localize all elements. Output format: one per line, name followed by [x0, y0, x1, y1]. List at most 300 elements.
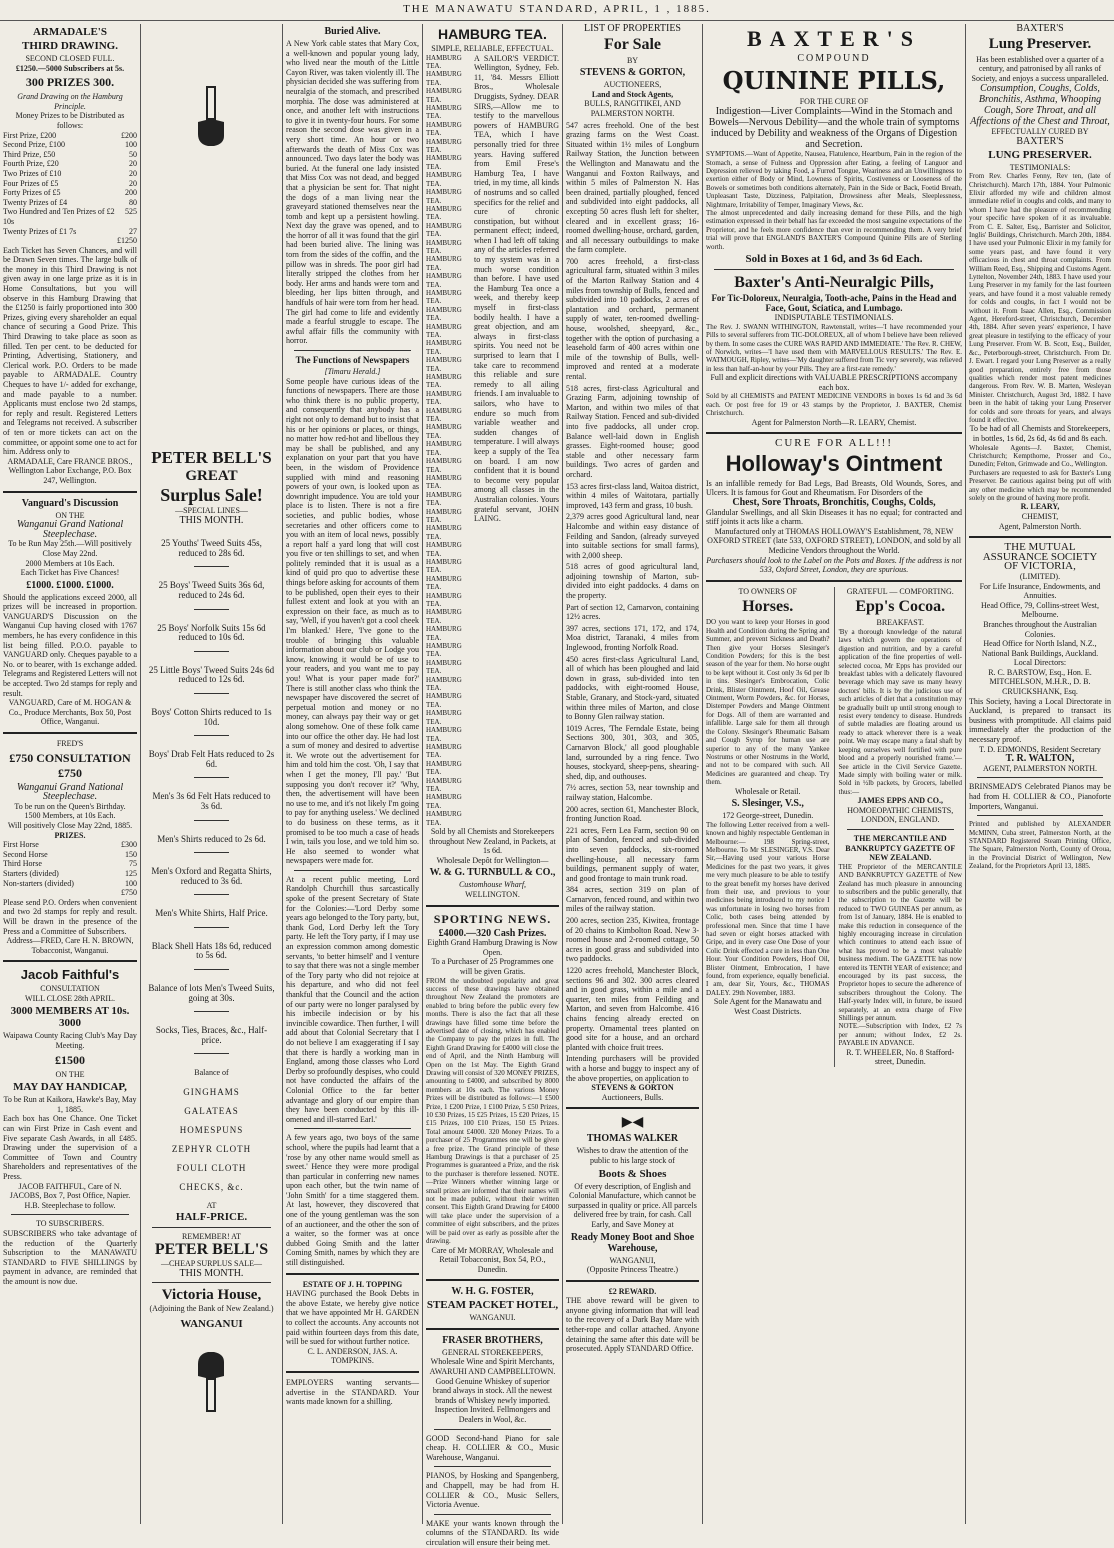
homeopathic: HOMOEOPATHIC CHEMISTS,	[847, 805, 954, 815]
hamburg-word: HAMBURG TEA.	[426, 356, 462, 373]
foster-hotel: STEAM PACKET HOTEL,	[426, 1299, 559, 1312]
column-6	[703, 24, 965, 1524]
row-label: Fourth Prize, £20	[3, 159, 59, 169]
jacob-address: JACOB FAITHFUL, Care of N. JACOBS, Box 7, Post Office, Napier.	[9, 1181, 131, 1201]
buried-body: A New York cable states that Mary Cox, a well-known and popular young lady, who lived near the mouth of the Little Cayon River, was taken violently ill. The physician decided she was suffering from neuralgia of the stomach, and prescribed morphia. The dose was administered at once, and another left with instructions to give it in twenty-four hours. For some reason the second dose was given in a very short time. An hour or two afterwards the death of Miss Cox was announced. Two days later the body was buried. At the funeral one lady insisted that Miss Cox was not dead, and begged that a physician be sent for. That night the dogs of a man living near the graveyard stationed themselves near the tomb and kept up a persistent howling. Next day the grave was opened, and to the horror of all it was found that the girl had been buried alive. The lining was torn from the sides of the coffin, and the pillow was in shreds. The poor girl had literally stripped the clothes from her body. Her arms and hands were torn and bleeding, her lips bitten through, and handfuls of hair were torn from her head. The girl had come to life and evidently made a fearful struggle to escape. The awful affair fills the community with horror.	[286, 39, 419, 346]
victoria-house: Victoria House,	[161, 1287, 262, 1304]
mercantile-title: THE MERCANTILE AND BANKRUPTCY GAZETTE OF NEW ZEALAND.	[845, 833, 956, 863]
hamburg-word: HAMBURG TEA.	[426, 137, 462, 155]
armadale-address: ARMADALE, Care FRANCE BROS., Wellington Labor Exchange, P.O. Box 247, Wellington.	[7, 456, 133, 485]
mutual-body: For Life Insurance, Endowments, and Annuities.	[979, 581, 1101, 601]
boots-shoes: Boots & Shoes	[598, 1167, 667, 1180]
epps-firm: JAMES EPPS AND CO.,	[857, 796, 944, 806]
hamburg-word: HAMBURG TEA.	[426, 322, 462, 339]
hamburg-word: HAMBURG TEA.	[426, 524, 462, 541]
table-row	[3, 879, 137, 889]
hamburg-word: HAMBURG TEA.	[426, 759, 462, 777]
hamburg-word: HAMBURG TEA.	[426, 70, 462, 87]
functions-source: [Timaru Herald.]	[324, 367, 381, 376]
fraser-title: FRASER BROTHERS,	[442, 1334, 543, 1346]
fred-address: Address—FRED, Care H. N. BROWN, Tobacconist, Wanganui.	[6, 936, 134, 955]
breakfast: BREAKFAST.	[876, 618, 924, 628]
hamburg-block	[426, 54, 559, 827]
balance-of: Balance of	[194, 1068, 229, 1078]
vanguard-race: Wanganui Grand National Steeplechase.	[16, 519, 124, 540]
sporting-eighth: Eighth Grand Hamburg Drawing is Now Open.	[427, 938, 558, 957]
sporting-title: SPORTING NEWS.	[433, 911, 552, 926]
hamburg-word: HAMBURG TEA.	[426, 810, 462, 827]
hamburg-word: HAMBURG TEA.	[426, 255, 462, 272]
row-value: £200	[121, 130, 137, 140]
table-row	[3, 179, 137, 189]
table-row	[3, 140, 137, 150]
jacob-body: Each box has One Chance. One Ticket can win First Prize in Cash event and Five separate Cash Awards, in all £485. Drawing under the supervision of a Committee of Town and Country Shareholders and representatives of the Press.	[3, 1114, 137, 1181]
column-3	[283, 24, 422, 1524]
row-value: £300	[121, 840, 137, 850]
vanguard-address: VANGUARD, Care of M. HOGAN & Co., Produce Merchants, Box 50, Post Office, Wanganui.	[8, 698, 132, 727]
pianos-body: PIANOS, by Hosking and Spangenberg, and Chappell, may be had from H. COLLIER & CO., Music Sellers, Victoria Avenue.	[426, 1471, 559, 1510]
list-by: BY	[626, 55, 639, 65]
turnbull: W. & G. TURNBULL & CO.,	[429, 867, 556, 879]
fraser-body: Wholesale Wine and Spirit Merchants, AWARUHI AND CAMPBELLTOWN. Good Genuine Whiskey of superior brand always in stock. All the newest brands of Whiskey newly imported. Inspection Invited. Fellmongers and Dealers in Wool, &c.	[429, 1357, 556, 1425]
sporting-amount: £4000.—320 Cash Prizes.	[438, 927, 547, 939]
hamburg-body: A SAILOR'S VERDICT. Wellington, Sydney, Feb. 11, '84. Messrs Elliott Bros., Wholesale Druggists, Sydney. DEAR SIRS,—Allow me to testify to the marvellous powers of HAMBURG TEA, which I have personally tried for three years. Having suffered from Emil Frese's Hamburg Tea, I have tried, in my time, all kinds of nostrums and so called specifics for the relief and cure of chronic constipation, but without permanent effect; indeed, when I had left off taking any of the articles referred to my system was in a much worse condition than before. I have used the Hamburg Tea once a week, and thereby keep myself in first-class bodily health. I have a great objection, and am always in first-class spirits. You need not be surprised to learn that I take care to recommend this reliable and sure remedy to all ailing friends. I am invaluable to sailors, who have to endure so much from variable weather and sudden changes of temperature. I will always keep a supply of the Tea on board. I am now confident that it is bound to become very popular among all classes in the Australian colonies. Yours grateful servant, JOHN LAING.	[474, 53, 559, 524]
peter-special: —SPECIAL LINES—	[175, 506, 248, 515]
row-label: Starters (divided)	[3, 868, 59, 878]
row-value: 200	[125, 188, 137, 198]
list-item: 700 acres freehold, a first-class agricultural farm, situated within 3 miles of the Marton Railway Station and 4 miles from township of Bulls, fenced and subdivided into 10 paddocks, 2 acres of plantation and orchard, permanent supply of water, ten-roomed dwelling-house, woolshed, sheepyard, &c., together with the option of purchasing a leasehold farm of 400 acres within one mile of the township of Bulls, well-improved and rented at a moderate rental.	[566, 256, 699, 381]
list-title: LIST OF PROPERTIES	[583, 23, 681, 34]
row-label: Third Horse	[3, 859, 42, 869]
auctioneers-bulls: Auctioneers, Bulls.	[601, 1092, 664, 1102]
leary: R. LEARY,	[1020, 502, 1060, 512]
peter-month: THIS MONTH.	[179, 514, 244, 526]
vanguard-on: ON THE	[55, 510, 85, 520]
hamburg-word: HAMBURG TEA.	[426, 53, 462, 70]
holloway-note: Purchasers should look to the Label on the Pots and Boxes. If the address is not 533, Oxford Street, London, they are spurious.	[706, 555, 962, 575]
row-label: Twenty Prizes of £1 7s	[3, 226, 77, 236]
sporting-address: Care of Mr MORRAY, Wholesale and Retail Tobacconist, Box 54, P.O., Dunedin.	[431, 1245, 554, 1274]
list-item: GALATEAS	[184, 1106, 239, 1117]
sporting-body: FROM the undoubted popularity and great success of these drawings have obtained throughout New Zealand the promoters are enabled to bring before the public every few months. There is also the fact that all these drawings have filled some time before the advertised date of closing, which has enabled the Company to pay the prizes in full. The Eighth Grand Drawing for £4000 will close the end of April, and the Ninth Hamburg will Open on the 1st May. The Eighth Grand Drawing will consist of 320 MONEY PRIZES, amounting to £4000, and subscribed by 8000 members at 10s each. The various Money Prizes will be distributed as follows:—1 £500 Prize, 1 £200 Prize, 1 £100 Prize, 5 £50 Prizes, 10 £30 Prizes, 15 £25 Prizes, 15 £20 Prizes, 15 £15 Prizes, 100 £10 Prizes, 150 £5 Prizes. Total amount £4000. 320 Money Prizes. To a purchaser of 25 Programmes one will be given a free prize. The Grand principle of these Hamburg Drawings is that a purchaser of 25 Programmes is guaranteed a Prize, and the risk to the purchaser is therefore lessened. NOTE.—Prize Winners whether winning large or small prizes are informed that their names will not be made public, without their written consent. This Eighth Grand Drawing for £4000 will take place under the supervision of a committee of eight subscribers, and the prizes will be paid over as early as possible after the drawing.	[426, 976, 559, 1246]
slesinger-address: 172 George-street, Dunedin.	[722, 811, 814, 821]
neuralgic-title: Baxter's Anti-Neuralgic Pills,	[734, 274, 934, 292]
hamburg-word: HAMBURG TEA.	[426, 507, 462, 524]
hamburg-word: HAMBURG TEA.	[426, 423, 462, 440]
list-item: Men's 3s 6d Felt Hats reduced to 3s 6d.	[152, 791, 271, 811]
walker-title: THOMAS WALKER	[586, 1133, 679, 1145]
hamburg-sold: Sold by all Chemists and Storekeepers throughout New Zealand, in Packets, at 1s 6d.	[429, 826, 556, 856]
jacob-on: ON THE	[55, 1069, 85, 1079]
piano-body: GOOD Second-hand Piano for sale cheap. H. COLLIER & CO., Music Warehouse, Wanganui.	[426, 1433, 559, 1462]
armadale-prizes: 300 PRIZES 300.	[25, 75, 115, 90]
grateful: GRATEFUL — COMFORTING.	[846, 586, 954, 596]
row-value: 125	[125, 868, 137, 878]
list-item: 1220 acres freehold, Manchester Block, sections 96 and 302. 300 acres cleared and in good grass, within a mile and a quarter, ten miles from Feilding and Marton, and seven from Halcombe. 416 chains fencing already erected on property. Ornamental trees planted on good site for a house, and an orchard planted with choice fruit trees.	[566, 966, 699, 1052]
fred-race: Wanganui Grand National Steeplechase.	[16, 781, 124, 803]
cure-of: FOR THE CURE OF	[799, 96, 869, 106]
fred-prize-total: £750	[121, 888, 137, 898]
holloway-title: Holloway's Ointment	[725, 450, 943, 476]
intending: Intending purchasers will be provided with a horse and buggy to inspect any of the above properties, on application to	[566, 1054, 699, 1083]
quinine-pills: QUININE PILLS,	[722, 65, 946, 95]
sporting-purchaser: To a Purchaser of 25 Programmes one will be given Gratis.	[431, 957, 554, 976]
peter-title: PETER BELL'S	[151, 448, 272, 467]
peter-title-2: PETER BELL'S	[154, 1241, 269, 1259]
fraser-sub: GENERAL STOREKEEPERS,	[442, 1347, 543, 1357]
subscribers-title: TO SUBSCRIBERS.	[36, 1219, 104, 1229]
hamburg-word: HAMBURG TEA.	[426, 104, 462, 121]
row-value: 50	[129, 149, 137, 159]
holloway-made: Manufactured only at THOMAS HOLLOWAY'S Establishment, 78, NEW OXFORD STREET (late 533, OXFORD STREET), LONDON, and sold by all Medicine Vendors throughout the World.	[707, 526, 961, 556]
fred-consultation: £750 CONSULTATION £750	[9, 750, 131, 780]
armadale-title: ARMADALE'S	[33, 26, 107, 38]
fred-prize-table	[3, 840, 137, 888]
list-item: HOMESPUNS	[179, 1125, 244, 1136]
lung-preserver-title: Lung Preserver.	[988, 35, 1092, 52]
brinsmead: BRINSMEAD'S Celebrated Pianos may be had from H. COLLIER & CO., Pianoforte Importers, Wanganui.	[969, 782, 1111, 811]
compound: COMPOUND	[797, 53, 871, 64]
branches: Branches throughout the Australian Colonies.	[983, 619, 1097, 639]
fred-prizes: PRIZES.	[54, 830, 86, 840]
walton: T. R. WALTON,	[1005, 753, 1075, 765]
wholesale-agents: Wholesale Agents—J. Baxter, Chemist, Christchurch; Kempthorne, Prosser and Co., Dunedin; Felton, Grimwade and Co., Wellington.	[969, 443, 1111, 469]
list-item: GINGHAMS	[183, 1087, 240, 1098]
jacob-hb: H.B. Steeplechase to follow.	[24, 1200, 116, 1210]
boot-icon: ▶◀	[621, 1115, 644, 1131]
hamburg-word: HAMBURG TEA.	[426, 642, 462, 659]
holloway-body-2: Glandular Swellings, and all Skin Diseases it has no equal; for contracted and stiff joints it acts like a charm.	[706, 507, 962, 527]
peter-lines	[144, 539, 279, 1054]
randolph-body: At a recent public meeting, Lord Randolph Churchill thus sarcastically spoke of the present Secretary of State for the Colonies:—'Lord Derby some years ago belonged to the Tory party, but, thank God, Lord Derby left the Tory party. He left the Tory party, if I may use an expression common among domestic servants, 'to better himself' and I venture to say that there was not a single member of the Tory party who did not rejoice at his departure, and who did not feel thankful that the Council and the action of our party were no longer paralysed by his imbecile indecision or by his invincible cowardice. Then further, I will add about that Colonial Secretary that I do not believe I am exaggerating if I say that there is hardly a working man in England, among those classes who Lord Derby so profoundly despises, who could not have conducted the affairs of the Colonial Office to the far better advantage and glory of our empire than they have been conducted by this ill-omened and ill-starred Earl.'	[286, 874, 419, 1124]
row-value: 75	[129, 859, 137, 869]
row-value: 27	[129, 226, 137, 236]
mutual-sub: ASSURANCE SOCIETY	[982, 550, 1098, 563]
row-label: Second Prize, £100	[3, 140, 65, 150]
list-item: 547 acres freehold. One of the best grazing farms on the West Coast. Situated within 1½ miles of Longburn Railway Station, the Junction between the Wellington and Manawatu and the Wanganui and Foxton Railways, and within 5 miles of Palmerston N. Has been drained, partially ploughed, fenced and subdivided into eight paddocks, all excepting 50 acres flush left for shelter, cleared and in excellent grass; 16-roomed dwelling-house, orchard, garden, and all necessary outbuildings to make the farm complete.	[566, 120, 699, 255]
fred-title: FRED'S	[56, 739, 84, 748]
neuralgic-for: For Tic-Doloreux, Neuralgia, Tooth-ache, Pains in the Head and Face, Gout, Sciatica, and Lumbago.	[711, 293, 957, 313]
make-body: MAKE your wants known through the columns of the STANDARD. Its wide circulation will ensure their being met.	[426, 1518, 559, 1547]
lung-baxter-title: BAXTER'S	[1016, 23, 1064, 34]
jacob-amount: £1500	[55, 1052, 85, 1067]
customhouse: Customhouse Wharf,	[458, 880, 527, 890]
list-item: 2,379 acres good Agricultural land, near Halcombe and within easy distance of Feilding and Sandon, (already surveyed into suitable sections for small farms), with 2,000 sheep.	[566, 512, 699, 560]
table-row	[3, 207, 137, 226]
consumption: Consumption, Coughs, Colds, Bronchitis, Asthma, Whooping Cough, Sore Throat, and all Affections of the Chest and Throat,	[970, 83, 1110, 128]
mercantile-note: NOTE.—Subscription with Index, £2 7s per annum; without Index, £2 2s. PAYABLE IN ADVANCE.	[838, 1022, 962, 1048]
peter-at: AT	[206, 1201, 217, 1211]
vanguard-chances: Each Ticket has Five Chances!	[20, 568, 120, 578]
hamburg-word: HAMBURG TEA.	[426, 591, 462, 608]
hamburg-word: HAMBURG TEA.	[426, 675, 462, 693]
hamburg-word: HAMBURG TEA.	[426, 188, 462, 205]
table-row	[3, 840, 137, 850]
row-label: Forty Prizes of £5	[3, 188, 61, 198]
jacob-close: WILL CLOSE 28th APRIL.	[25, 993, 115, 1003]
list-item: ZEPHYR CLOTH	[171, 1144, 252, 1155]
armadale-money: Money Prizes to be Distributed as follows:	[15, 111, 125, 130]
list-item: Black Shell Hats 18s 6d, reduced to 5s 6d.	[151, 940, 272, 961]
hamburg-word: HAMBURG TEA.	[426, 709, 462, 726]
list-item: Men's Oxford and Regatta Shirts, reduced to 3s 6d.	[151, 866, 272, 886]
stevens-gorton-2: STEVENS & GORTON	[591, 1083, 674, 1093]
reward-title: £2 REWARD.	[608, 1286, 657, 1296]
lung-baxters: BAXTER'S	[1016, 135, 1064, 147]
estate-sign: C. L. ANDERSON, JAS. A. TOMPKINS.	[307, 1346, 398, 1366]
row-label: Third Prize, £50	[3, 149, 56, 159]
jacob-members: 3000 MEMBERS AT 10s. 3000	[10, 1005, 130, 1030]
walker-intro: Wishes to draw the attention of the public to his large stock of	[576, 1146, 689, 1165]
vanguard-title: Vanguard's Discussion	[21, 497, 119, 509]
table-row	[3, 169, 137, 179]
adjoining-bank: (Adjoining the Bank of New Zealand.)	[149, 1304, 274, 1314]
list-item: Men's White Shirts, Half Price.	[155, 908, 268, 919]
armadale-closed: SECOND CLOSED FULL.	[25, 54, 115, 63]
fred-run: To be run on the Queen's Birthday.	[14, 801, 126, 811]
estate-title: ESTATE OF J. H. TOPPING	[302, 1279, 403, 1289]
foster-title: W. H. G. FOSTER,	[451, 1286, 534, 1298]
list-item: 200 acres, section 61, Manchester Block, fronting Junction Road.	[566, 804, 699, 824]
table-row	[3, 188, 137, 198]
list-item: Socks, Ties, Braces, &c., Half-price.	[155, 1025, 268, 1045]
list-item: 384 acres, section 319 on plan of Carnarvon, fenced round, and within two miles of the railway station.	[566, 885, 699, 914]
reward-body: THE above reward will be given to anyone giving information that will lead to the recovery of a Dark Bay Mare with tether-rope and collar attached. Anyone detaining the same after this date will be prosecuted. Apply STANDARD Office.	[566, 1296, 699, 1354]
row-label: Non-starters (divided)	[3, 878, 74, 888]
row-label: Four Prizes of £5	[3, 178, 59, 188]
vanguard-members: 2000 Members at 10s Each.	[25, 558, 115, 568]
hamburg-word: HAMBURG TEA.	[426, 726, 462, 743]
masthead: THE MANAWATU STANDARD, APRIL, 1 , 1885.	[0, 0, 1114, 21]
society-body: This Society, having a Local Directorate in Auckland, is prepared to transact its business with promptitude. All claims paid immediately after the production of the necessary proof.	[969, 696, 1111, 745]
smith-body: A few years ago, two boys of the same school, where the pupils had learnt that a 'rose by any other name would smell as sweet.' Hence they were more prodigal than particular in conferring new names upon each other, but the twin name of 'John Smith' for a time staggered them. At last, however, they discovered that one of the young gentleman was the son of an auctioneer, and the other the son of a waiter, so the former was at once dubbed Going Smith and the latter Coming Smith, names by which they are still distinguished.	[286, 1133, 419, 1268]
hamburg-word: HAMBURG TEA.	[426, 389, 462, 407]
hamburg-word: HAMBURG TEA.	[426, 490, 462, 508]
list-item: Boys' Drab Felt Hats reduced to 2s 6d.	[148, 749, 275, 769]
mercantile-body: THE Proprietor of the MERCANTILE AND BANKRUPTCY GAZETTE of New Zealand has much pleasure in announcing to subscribers and the public generally, that the subscription to the Gazette will be reduced to TWO GUINEAS per annum, as from 1st of January, 1884. He is enabled to make this reduction in consequence of the highly encouraging increase in circulation which continues to attend each issue of what has proved to be a most valuable business medium. The GAZETTE has now entered its TENTH YEAR of existence; and encouraged by its past success, the Proprietor hopes to secure the adherence of subscribers throughout the Colony. The Half-yearly Index will, in future, be issued separately, at an extra charge of Five Shillings per annum.	[838, 862, 962, 1022]
edmonds: T. D. EDMONDS, Resident Secretary	[979, 744, 1101, 754]
col6-lower	[706, 587, 962, 1067]
local-directors: Local Directors:	[1013, 658, 1067, 668]
slesinger: S. Slesinger, V.S.,	[731, 798, 804, 810]
auctioneers: AUCTIONEERS,	[603, 80, 662, 90]
buried-title: Buried Alive.	[324, 26, 381, 37]
table-row	[3, 150, 137, 160]
list-item: 25 Boys' Tweed Suits 36s 6d, reduced to 24s 6d.	[158, 580, 265, 600]
row-label: Second Horse	[3, 849, 48, 859]
peter-half-price: HALF-PRICE.	[175, 1210, 248, 1223]
peter-month-2: THIS MONTH.	[179, 1267, 244, 1279]
armadale-subscribers: £1250.—5000 Subscribers at 5s.	[15, 63, 125, 73]
land-agents: Land and Stock Agents,	[591, 89, 674, 99]
list-item: Boys' Cotton Shirts reduced to 1s 10d.	[151, 706, 272, 727]
foster-town: WANGANUI.	[469, 1313, 516, 1323]
neuralgic-testimonial-body: The Rev. J. SWANN WITHINGTON, Rawtenstall, writes—'I have recommended your Pills to several sufferers from TIC-DOLOREUX, all of whom I believe have been relieved by them. In some cases the CURE WAS RAPID AND IMMEDIATE.' The Rev. R. CHEW, of Norwich, writes—'I have used them with MARVELLOUS RESULTS.' The Rev. E. WATMOUGH, Ripley, writes—'My daughter suffered from Tic very severely, was relieved in less than half-an-hour by your Pills. They are a first-rate remedy.'	[706, 322, 962, 373]
printed-by: Printed and published by ALEXANDER McMINN, Cuba street, Palmerston North, at the STANDARD Registered Steam Printing Office, The Square, Palmerston North, County of Oroua, in the Provincial District of Wellington, New Zealand, for the Proprietors April 13, 1885.	[969, 820, 1111, 871]
subscribers-body: SUBSCRIBERS who take advantage of the reduction of the Quarterly Subscription to the MANAWATU STANDARD to FIVE SHILLINGS by payment in advance, are reminded that the amount is now due.	[3, 1228, 137, 1286]
list-item: 450 acres first-class Agricultural Land, all of which has been ploughed and laid down in grass, sub-divided into ten paddocks, with eight-roomed House, Stable, Granary, and Stock-yard, situated within three miles of Marton, and close to Bonny Glen railway station.	[566, 654, 699, 722]
horses-title: Horses.	[742, 598, 794, 616]
peter-great: GREAT	[185, 468, 238, 484]
walton-agent: AGENT, PALMERSTON NORTH.	[982, 763, 1098, 773]
armadale-subtitle: THIRD DRAWING.	[22, 40, 118, 52]
cure-all: CURE FOR ALL!!!	[775, 437, 893, 450]
mutual-title: THE MUTUAL	[1004, 541, 1076, 554]
row-value: 20	[129, 159, 137, 169]
lung-intro: Has been established over a quarter of a century, and patronised by all ranks of Society, and enjoys a success unparalleled.	[971, 54, 1109, 83]
cure-list: Indigestion—Liver Complaints—Wind in the Stomach and Bowels—Nervous Debility—and the whole train of symptoms induced by Debility and weakness of the Organs of Digestion and Secretion.	[708, 106, 960, 151]
hamburg-word: HAMBURG TEA.	[426, 87, 462, 104]
hamburg-depot: Wholesale Depôt for Wellington—	[436, 855, 549, 865]
hamburg-word: HAMBURG TEA.	[426, 373, 462, 390]
walker-opposite: (Opposite Princess Theatre.)	[586, 1265, 679, 1275]
places: BULLS, RANGITIKEI, AND PALMERSTON NORTH.	[584, 99, 681, 118]
walker-town: WANGANUI,	[609, 1255, 656, 1265]
armadale-prize-table	[3, 131, 137, 237]
hamburg-word: HAMBURG TEA.	[426, 154, 462, 171]
holloway-body: Is an infallible remedy for Bad Legs, Bad Breasts, Old Wounds, Sores, and Ulcers. It is famous for Gout and Rheumatism. For Disorders of the	[706, 478, 962, 498]
table-row	[3, 859, 137, 869]
list-item: Balance of lots Men's Tweed Suits, going at 30s.	[148, 983, 275, 1003]
nz-office: Head Office for North Island, N.Z., National Bank Buildings, Auckland.	[981, 639, 1099, 658]
to-be-had: To be had of all Chemists and Storekeepers, in bottles, 1s 6d, 2s 6d, 4s 6d and 8s each.	[969, 424, 1111, 443]
chemist: CHEMIST,	[1021, 511, 1059, 521]
row-label: Two Prizes of £10	[3, 168, 62, 178]
hamburg-word: HAMBURG TEA.	[426, 742, 462, 760]
column-7	[966, 24, 1114, 1524]
hamburg-sub: SIMPLE, RELIABLE, EFFECTUAL.	[431, 44, 554, 53]
stevens-gorton: STEVENS & GORTON,	[579, 67, 686, 79]
list-item: FOULI CLOTH	[176, 1163, 247, 1174]
neuralgic-agent: Agent for Palmerston North—R. LEARY, Chemist.	[751, 417, 917, 427]
employers-body: EMPLOYERS wanting servants—advertise in the STANDARD. Your wants made known for a shilling.	[286, 1377, 419, 1407]
epps-block	[839, 587, 963, 1067]
table-row	[3, 159, 137, 169]
list-item: 221 acres, Fern Lea Farm, section 90 on plan of Sandon, fenced and sub-divided into seven paddocks, six-roomed dwelling-house, all necessary farm buildings, permanent supply of water, and good frontage to main trunk road.	[566, 825, 699, 883]
hamburg-word: HAMBURG TEA.	[426, 692, 462, 709]
list-item: 1019 Acres, 'The Ferndale Estate, being Sections 300, 301, 303, and 305, Carnarvon Block,' all good ploughable land, surrounded by a ring fence. Two houses, stockyard, sheep-pens, shearing-shed, dip, and outhouses.	[566, 723, 699, 781]
fred-close: Will positively Close May 22nd, 1885.	[7, 820, 133, 830]
hamburg-word: HAMBURG TEA.	[426, 473, 462, 491]
hamburg-word: HAMBURG TEA.	[426, 793, 462, 810]
neuralgic-sold: Sold by all CHEMISTS and PATENT MEDICINE VENDORS in boxes 1s 6d and 3s 6d each. Or post free for 19 or 43 stamps by the Proprietor, J. BAXTER, Chemist Christchurch.	[706, 392, 962, 418]
column-4	[423, 24, 562, 1547]
hamburg-word: HAMBURG TEA.	[426, 171, 462, 188]
jacob-run: To be Run at Kaikora, Hawke's Bay, May 1, 1885.	[3, 1095, 137, 1114]
row-label: First Prize, £200	[3, 130, 57, 140]
wellington: WELLINGTON.	[465, 889, 520, 899]
symptoms: SYMPTOMS.—Want of Appetite, Nausea, Flatulence, Heartburn, Pain in the region of the Stomach, a sense of Fulness and Oppression after Eating, a feeling of Languor and Depression relieved by taking Food, a Furred Tongue, Weariness and an Unwillingness to exertion either of Body or Mind, Lowness of Spirits, Costiveness or Looseness of the Bowels or sometimes both conditions alternately, Pain in the Side or Back, Foetid Breath, Unpleasant Taste, Dizziness, Palpitation, Drowsiness after Meals, Sleeplessness, Nightmare, Irritability of Temper, Imaginary Views, &c.	[706, 150, 962, 209]
hamburg-word: HAMBURG TEA.	[426, 221, 462, 239]
jacob-club: Waipawa County Racing Club's May Day Meeting.	[3, 1031, 137, 1051]
head-office: Head Office, 79, Collins-street West, Melbourne.	[981, 600, 1099, 620]
mutual-of: OF VICTORIA,	[1004, 560, 1076, 573]
armadale-prize-total: £1250	[117, 236, 137, 246]
peter-goods	[144, 1087, 279, 1192]
row-value: 525	[125, 207, 137, 217]
peter-cheap: —CHEAP SURPLUS SALE—	[160, 1259, 263, 1269]
vanguard-amounts: £1000. £1000. £1000.	[26, 579, 114, 591]
list-item: 25 Boys' Norfolk Suits 15s 6d reduced to 10s 6d.	[157, 622, 266, 643]
column-1	[0, 24, 140, 1524]
hamburg-word: HAMBURG TEA.	[426, 776, 462, 793]
hamburg-word: HAMBURG TEA.	[426, 608, 462, 625]
peter-surplus: Surplus Sale!	[160, 485, 263, 505]
column-2	[141, 24, 282, 1524]
list-item: 153 acres first-class land, Waitoa district, within 4 miles of Waitotara, partially improved, 143 ferm and grass, 10 bush.	[566, 481, 699, 510]
hamburg-word: HAMBURG TEA.	[426, 557, 462, 575]
column-5	[563, 24, 702, 1524]
row-value: 100	[125, 878, 137, 888]
quinine-sold: Sold in Boxes at 1 6d, and 3s 6d Each.	[745, 253, 923, 266]
london: LONDON, ENGLAND.	[861, 815, 940, 825]
hamburg-word: HAMBURG TEA.	[426, 440, 462, 457]
effectually: EFFECTUALLY CURED BY	[991, 127, 1089, 137]
hamburg-title: HAMBURG TEA.	[438, 26, 547, 42]
hamburg-word-column	[426, 54, 472, 827]
vanguard-run: To be Run May 25th.—Will positively Close May 22nd.	[8, 539, 132, 558]
jacob-handicap: MAY DAY HANDICAP,	[13, 1081, 127, 1094]
slesinger-testimonial: The following Letter received from a well-known and highly respectable Gentleman in Melbourne:— 198 Spring-street, Melbourne. To Mr SLESINGER, V.S. Dear Sir,—Having used your various Horse Medicines for the past two years, it gives me very much pleasure to be able to testify to the great benefit my horses have derived from their use, and previous to your medicines being introduced to my notice I was unfortunate in losing two horses from Colic, both cases being attended by professional men. Since that time I have had seven or eight horses attacked with Gripe, and in every case One Dose of your Colic Drink effected a cure in less than One Hour. Your Condition Powders, Hoof Oil, Blister Ointment, Embrocation, I have found, from experience, equally beneficial. I am, dear Sir, Yours, &c., THOMAS DALEY. 29th November, 1883.	[706, 820, 830, 997]
mercantile-sign: R. T. WHEELER, No. 8 Stafford-street, Dunedin.	[846, 1047, 955, 1067]
peter-remember: REMEMBER! AT	[182, 1231, 241, 1241]
epps-title: Epp's Cocoa.	[855, 598, 946, 616]
row-value: 100	[125, 140, 137, 150]
list-item: CHECKS, &c.	[179, 1182, 244, 1193]
inner-rule	[834, 587, 835, 1067]
row-value: 80	[129, 197, 137, 207]
row-value: 20	[129, 168, 137, 178]
functions-body: Some people have curious ideas of the functions of newspapers. There are those who think there is no public property, and consequently that anybody has a right not only to demand but to insist that his or her opinions or places, or things, no matter how red-hot and libellous they may be shall be published, and any explanation on your part that you have been, in the wisdom of Providence supplied with mind and reasoning powers of your own, is looked upon as downright impudence. You are told your place is to listen. There is not a fire societies, and public bodies, whose secretaries and other officers come to you with an item of local news, possibly a report half a yard long that will cost you five or ten shillings to set, and when politely reminded that it is usual as a kind of quid pro quo to advertise these things before asking for accounts of them to be published, open their eyes to their fullest extent and look at you with an expression on their face, as much as to say, 'Well, if you haven't got a cool cheek I'm blanked.' Here, 'I've gone to the trouble of bringing this valuable information about our club or Lodge you know, knowing it would be of use to your readers, and you want me to pay you! What is your paper made for?' There is still another class who think the newspaper have discovered the secret of perpetual motion and money or no money, can always pay their way or get along somehow. One of these folk came into our office the other day. He had lost a sum of money and desired to advertise it. We wrote out the advertisement for him and told him the cost. 'Oh, I say that when I get the money, I'll pay.' 'But supposing you don't recover it?' 'Why, then, the advertisement will have been no use to me, and it's not likely I'm going to pay for anything useless.' We declined to do business on these terms, as it promised to be too much a case of heads I win, tails you lose, and we told him so. He also seemed to wonder what newspapers were made for.	[286, 376, 419, 866]
hamburg-word: HAMBURG TEA.	[426, 120, 462, 138]
hamburg-word: HAMBURG TEA.	[426, 625, 462, 642]
lung-testimonial-body: From Rev. Charles Fenny, Rev ten, (late of Christchurch). March 17th, 1884. Your Pulmonic Elixir afforded my wife and children almost immediate relief in coughs and colds, and many to whom I have had the pleasure of recommending your specific have spoken of it as invaluable. From C. E. Salter, Esq., Barrister and Solicitor, Inglis' Buildings, Christchurch. March 20th, 1884. I have used your Pulmonic Elixir in my family for some years past, and have found it very efficacious in chest and throat complaints. From William Reed, Esq., Shipping and Customs Agent. Lyttelton, November 24th, 1883. I have used your Lung Preserver in my family for the last fourteen years, and have found it a most valuable remedy for colds and coughs, in fact I would not be without it. From Isaac Allen, Esq., Commission Agent, Hereford-street, Christchurch, December 4th, 1884. After seven years' experience, I have great pleasure in testifying to the efficacy of your Lung Preserver. From W. B. Scott, Esq., Builder, &c., Peterborough-street, Christchurch. From Dr. J. Ewart. I regard your Lung Preserver as a really good preparation, entirely free from those qualities which render most patent medicines dangerous. From Rev. W. B. Marten, Wesleyan Minister. Christchurch, August 3rd, 1882. I have been in the habit of taking your Lung Preserver for colds and sore throats for years, and always found it effective.	[969, 172, 1111, 424]
table-row	[3, 131, 137, 141]
lung-purchasers: Purchasers are requested to ask for Baxter's Lung Preserver. Be cautious against being put off with any other medicine which may be recommended solely on the ground of having more profit.	[969, 468, 1111, 502]
row-label: First Horse	[3, 840, 39, 850]
wanganui: WANGANUI	[180, 1318, 243, 1330]
vanguard-body: Should the applications exceed 2000, all prizes will be increased in proportion. VANGUARD'S Discussion on the Wanganui Cup having closed with 1767 members, he has every confidence in this list being filled. P.O.O. payable to VANGUARD only. Cheques payable to a No. or to bearer, with 1s exchange added. Telegrams and Registered Letters will not be accepted. Two 2d stamps for reply and result.	[3, 592, 137, 698]
pointing-hand-icon	[190, 84, 234, 148]
pointing-hand-icon	[190, 1350, 234, 1414]
hamburg-word: HAMBURG TEA.	[426, 288, 462, 306]
armadale-grand: Grand Drawing on the Hamburg Principle.	[17, 92, 123, 111]
neuralgic-testimonials: INDISPUTABLE TESTIMONIALS.	[774, 313, 894, 323]
list-item: 25 Youths' Tweed Suits 45s, reduced to 28s 6d.	[161, 538, 262, 558]
list-item: Part of section 12, Carnarvon, containing 12½ acres.	[566, 602, 699, 622]
walker-body: Of every description, of English and Colonial Manufacture, which cannot be surpassed in quality or price. All parcels delivered free by train, for cash. Call Early, and Save Money at	[568, 1181, 697, 1229]
row-label: Two Hundred and Ten Prizes of £2 10s	[3, 207, 115, 226]
list-item: 25 Little Boys' Tweed Suits 24s 6d reduced to 12s 6d.	[148, 664, 275, 685]
demand: The almost unprecedented and daily increasing demand for these Pills, and the high estimation expressed in their behalf has far exceeded the most sanguine expectations of the Proprietor, and he feels more confidence than ever in recommending them. A very brief trial will prove that ENGLAND'S BAXTER'S Compound Quinine Pills are of Sterling worth.	[706, 209, 962, 251]
list-item: Men's Shirts reduced to 2s 6d.	[157, 833, 266, 844]
list-item: 200 acres, section 235, Kiwitea, frontage of 20 chains to Kimbolton Road. New 3-roomed house and 2-roomed cottage, 50 acres in good grass and subdivided into two paddocks.	[566, 916, 699, 964]
jacob-consultation: CONSULTATION	[40, 984, 100, 994]
hamburg-word: HAMBURG TEA.	[426, 305, 462, 323]
list-item: 518 acres, first-class Agricultural and Grazing Farm, adjoining township of Marton, and within two miles of that Railway Station. Fenced and sub-divided into five paddocks, all under crop. Balance well-laid down in English grasses. Eight-roomed house; good stable and other necessary farm buildings. Two acres of garden and orchard.	[566, 383, 699, 479]
properties-list	[566, 121, 699, 1053]
neuralgic-full: Full and explicit directions with VALUABLE PRESCRIPTIONS accompany each box.	[710, 373, 958, 392]
hamburg-word: HAMBURG TEA.	[426, 658, 462, 676]
jacob-title: Jacob Faithful's	[20, 967, 120, 983]
epps-body: 'By a thorough knowledge of the natural laws which govern the operations of digestion and nutrition, and by a careful application of the fine properties of well-selected cocoa, Mr Epps has provided our breakfast tables with a delicately flavoured beverage which may save us many heavy doctors' bills. It is by the judicious use of such articles of diet that a constitution may be gradually built up until strong enough to resist every tendency to disease. Hundreds of subtle maladies are floating around us ready to attack wherever there is a weak point. We may escape many a fatal shaft by keeping ourselves well fortified with pure blood and a properly nourished frame.'—See article in the Civil Service Gazette. Made simply with boiling water or milk. Sold in ½lb packets, by Grocers, labelled thus:—	[838, 628, 962, 796]
hamburg-word: HAMBURG TEA.	[426, 204, 462, 222]
list-item: 397 acres, sections 171, 172, and 174, Moa district, Taranaki, 4 miles from Inglewood, fronting Norfolk Road.	[566, 623, 699, 653]
owners-of: TO OWNERS OF	[738, 586, 798, 596]
mutual-limited: (LIMITED).	[1019, 571, 1061, 581]
table-row	[3, 198, 137, 208]
hamburg-word: HAMBURG TEA.	[426, 457, 462, 474]
